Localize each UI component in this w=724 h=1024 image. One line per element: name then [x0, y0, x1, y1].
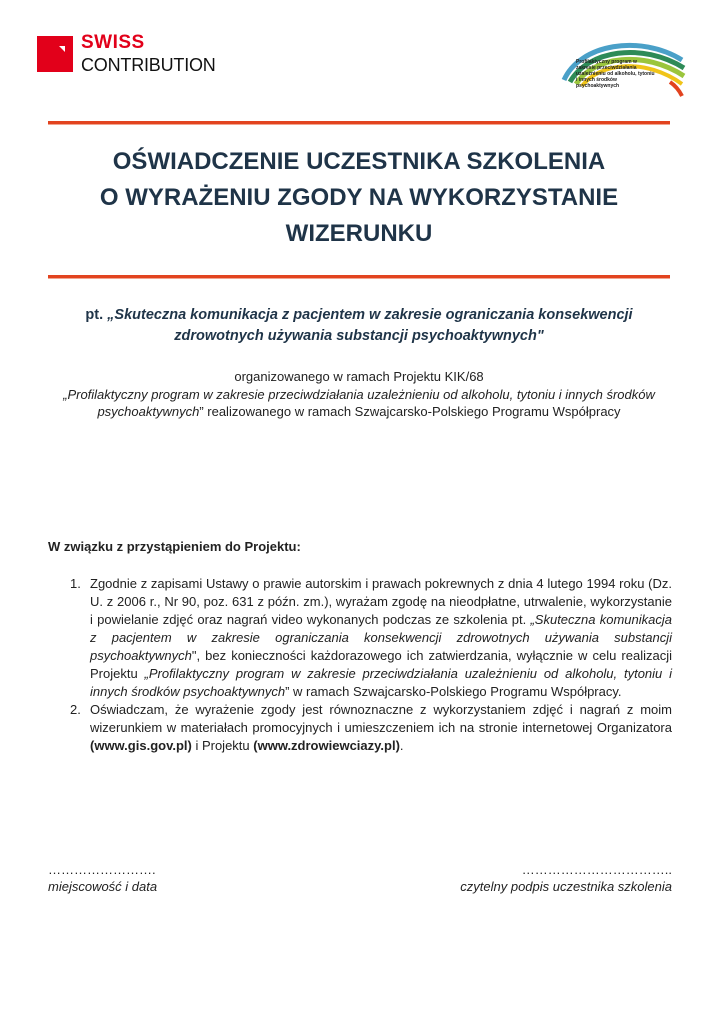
list-number: 1. [70, 576, 81, 591]
list-number: 2. [70, 702, 81, 717]
list-item [48, 575, 672, 701]
title-line-1: OŚWIADCZENIE UCZESTNIKA SZKOLENIA [112, 148, 606, 175]
top-divider [48, 121, 670, 125]
place-date-label: miejscowość i data [48, 879, 158, 894]
organizer-line: organizowanego w ramach Projektu KIK/68 [234, 369, 484, 384]
list-item [48, 701, 672, 755]
subtitle-prefix: pt. [85, 307, 108, 323]
project-website: (www.zdrowiewciazy.pl) [253, 738, 400, 753]
program-rest: ” realizowanego w ramach Szwajcarsko-Polskiego Programu Współpracy [199, 404, 621, 419]
consent-list [48, 575, 672, 755]
item-text: Zgodnie z zapisami Ustawy o prawie autorskim i prawach pokrewnych z dnia 4 lutego 1994 roku (Dz. U. z 2006 r., Nr 90, poz. 631 z późn. zm.), wyrażam zgodę na nieodpłatne, utrwalenie, wykorzystanie i powielanie zdjęć oraz nagrań video wykonanych podczas ze szkolenia pt. [90, 576, 672, 627]
title-line-2: O WYRAŻENIU ZGODY NA WYKORZYSTANIE [99, 184, 619, 211]
item-program-name: „Profilaktyczny program w zakresie przeciwdziałania uzależnieniu od alkoholu, tytoniu i innych środków psychoaktywnych [90, 666, 672, 699]
item-text: Oświadczam, że wyrażenie zgody jest równoznaczne z wykorzystaniem zdjęć i nagrań z moim wizerunkiem w materiałach promocyjnych i umieszczeniem ich na stronie internetowej Organizatora [90, 702, 672, 735]
program-name: „Profilaktyczny program w zakresie przeciwdziałania uzależnieniu od alkoholu, tytoniu i innych środków psychoaktywnych [63, 386, 655, 419]
signature-line: …………………………….. [521, 862, 672, 877]
item-text: . [399, 738, 404, 753]
organizer-website: (www.gis.gov.pl) [90, 738, 192, 753]
place-date-line: ……………………. [48, 862, 156, 877]
program-logo-caption: Profilaktyczny program w zakresie przeciwdziałania uzależnieniu od alkoholu, tytoniu i innych środków psychoaktywnych [576, 59, 655, 89]
item-text: ", bez konieczności każdorazowego ich zatwierdzania, wyłącznie w celu realizacji Projektu [90, 648, 672, 681]
swiss-logo-text: SWISS [81, 32, 145, 53]
signature-label: czytelny podpis uczestnika szkolenia [460, 879, 672, 894]
contribution-logo-text: CONTRIBUTION [81, 55, 216, 75]
item-training-name: „Skuteczna komunikacja z pacjentem w zakresie ograniczania konsekwencji zdrowotnych używania substancji psychoaktywnych [90, 612, 672, 663]
organizer-info [48, 368, 670, 421]
title-divider [48, 275, 670, 279]
title-line-3: WIZERUNKU [285, 220, 433, 247]
section-heading: W związku z przystąpieniem do Projektu: [48, 539, 301, 554]
swiss-flag-logo [37, 36, 73, 72]
document-title [48, 144, 670, 252]
subtitle-line-1: „Skuteczna komunikacja z pacjentem w zakresie ograniczania konsekwencji [107, 307, 633, 323]
item-text: ” w ramach Szwajcarsko-Polskiego Programu Współpracy. [285, 684, 622, 699]
item-text: i Projektu [191, 738, 254, 753]
subtitle-line-2: zdrowotnych używania substancji psychoaktywnych" [174, 328, 544, 344]
training-subtitle [48, 305, 670, 347]
